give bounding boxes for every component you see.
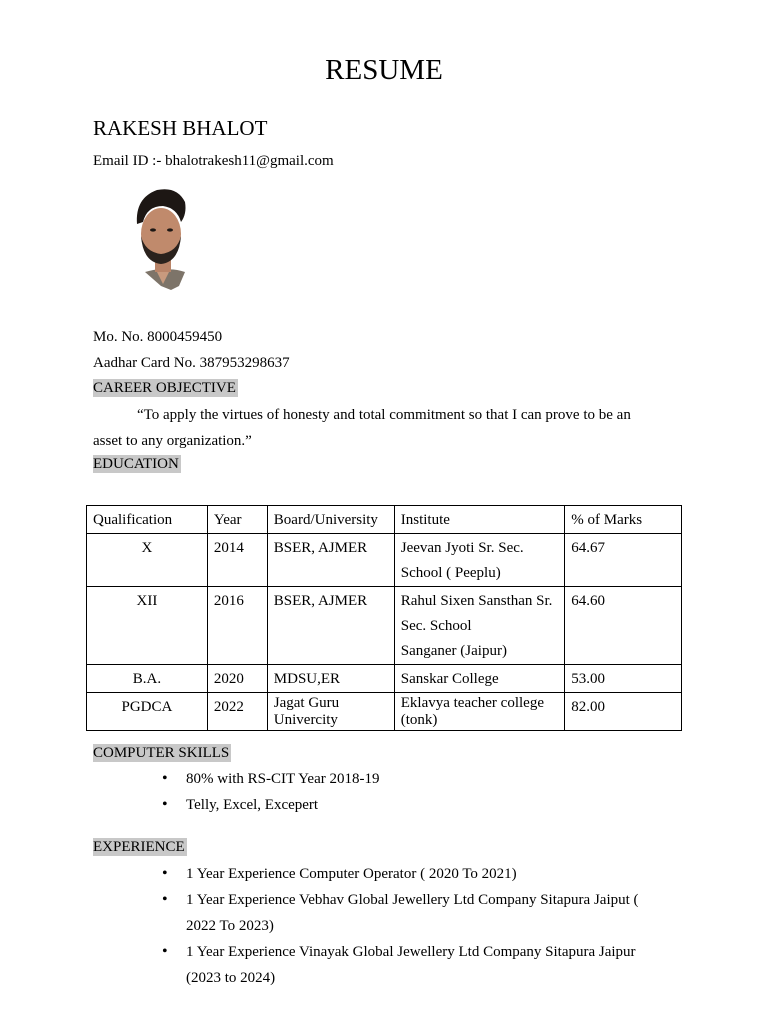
experience-heading: EXPERIENCE: [93, 839, 185, 855]
cell-marks: 64.60: [565, 587, 682, 665]
table-row: [87, 693, 682, 731]
header-board: Board/University: [267, 506, 394, 534]
list-item: • 80% with RS-CIT Year 2018-19: [140, 766, 660, 792]
cell-marks: 82.00: [565, 693, 682, 731]
table-header-row: [87, 506, 682, 534]
education-heading: EDUCATION: [93, 456, 179, 472]
institute-line: School ( Peeplu): [400, 565, 501, 581]
cell-marks: 53.00: [565, 665, 682, 693]
list-item: • 1 Year Experience Computer Operator ( 2020 To 2021): [140, 861, 660, 887]
education-table: [86, 505, 682, 731]
table-row: [87, 665, 682, 693]
cell-institute: [394, 587, 565, 665]
cell-year: 2022: [207, 693, 267, 731]
computer-skills-list: [140, 766, 660, 818]
aadhar-line: Aadhar Card No. 387953298637: [93, 355, 290, 371]
cell-board: BSER, AJMER: [267, 587, 394, 665]
cell-marks: 64.67: [565, 534, 682, 587]
mobile-line: Mo. No. 8000459450: [93, 329, 223, 345]
email-line: Email ID :- bhalotrakesh11@gmail.com: [93, 153, 334, 169]
board-line: Jagat Guru: [273, 695, 340, 711]
cell-qualification: XII: [87, 587, 208, 665]
page-title: RESUME: [325, 54, 443, 86]
cell-year: 2014: [207, 534, 267, 587]
cell-board: [267, 693, 394, 731]
header-institute: Institute: [394, 506, 565, 534]
header-year: Year: [207, 506, 267, 534]
institute-line: Eklavya teacher college: [400, 695, 544, 711]
institute-line: Rahul Sixen Sansthan Sr.: [400, 593, 553, 609]
profile-photo: [93, 178, 233, 308]
cell-institute: [394, 693, 565, 731]
cell-year: 2016: [207, 587, 267, 665]
cell-year: 2020: [207, 665, 267, 693]
candidate-name: RAKESH BHALOT: [93, 116, 268, 140]
header-marks: % of Marks: [565, 506, 682, 534]
table-row: [87, 587, 682, 665]
institute-line: Jeevan Jyoti Sr. Sec.: [400, 540, 524, 556]
list-item: • 1 Year Experience Vebhav Global Jewellery Ltd Company Sitapura Jaiput ( 2022 To 2023): [140, 887, 660, 939]
list-item: • 1 Year Experience Vinayak Global Jewellery Ltd Company Sitapura Jaipur (2023 to 2024): [140, 939, 660, 991]
experience-list: [140, 861, 660, 991]
header-qualification: Qualification: [87, 506, 208, 534]
board-line: Univercity: [273, 712, 338, 728]
cell-qualification: X: [87, 534, 208, 587]
career-objective-heading: CAREER OBJECTIVE: [93, 380, 236, 396]
cell-board: MDSU,ER: [267, 665, 394, 693]
cell-institute: [394, 534, 565, 587]
list-item: • Telly, Excel, Excepert: [140, 792, 660, 818]
institute-line: Sanskar College: [400, 671, 499, 687]
table-row: [87, 534, 682, 587]
cell-board: BSER, AJMER: [267, 534, 394, 587]
career-objective-text: “To apply the virtues of honesty and total commitment so that I can prove to be an asset to any organization.”: [93, 407, 631, 449]
cell-qualification: PGDCA: [87, 693, 208, 731]
cell-institute: [394, 665, 565, 693]
cell-qualification: B.A.: [87, 665, 208, 693]
institute-line: (tonk): [400, 712, 438, 728]
institute-line: Sanganer (Jaipur): [400, 643, 507, 659]
institute-line: Sec. School: [400, 618, 472, 634]
computer-skills-heading: COMPUTER SKILLS: [93, 745, 230, 761]
